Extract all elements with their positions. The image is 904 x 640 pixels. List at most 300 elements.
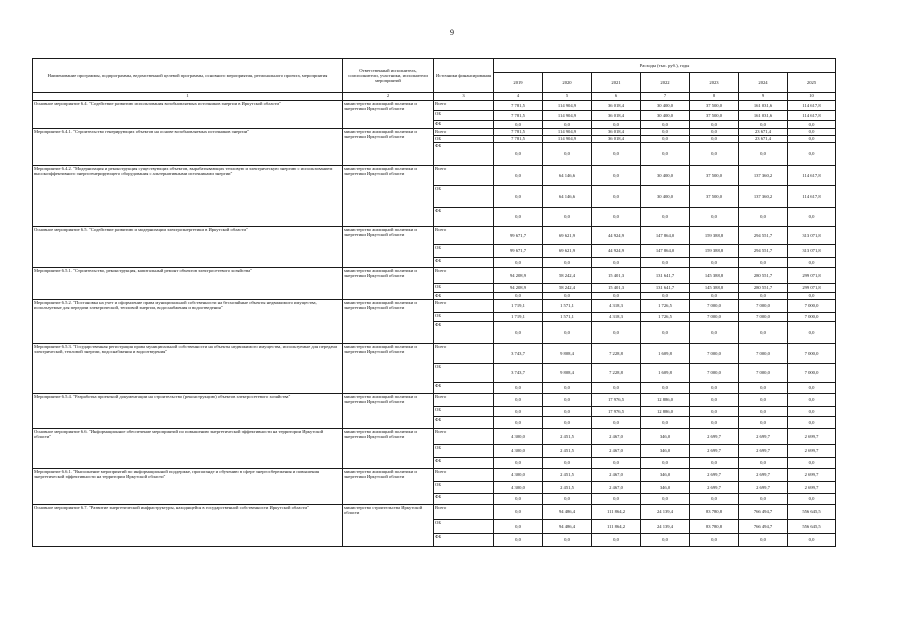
expense-value: 131 641,7 (641, 284, 690, 293)
measure-name: Мероприятие 6.5.2. "Постановка на учет и оформление права муниципальной собственности на бесхозяйные объекты недвижимого имущества, используемые для передачи электрической, тепловой энергии, водоснабжения и водоотведения" (33, 300, 343, 344)
expense-value: 94 208,9 (494, 268, 543, 284)
expense-value: 0,0 (494, 322, 543, 344)
expense-value: 0,0 (690, 293, 739, 300)
column-number: 10 (788, 93, 836, 101)
expense-value: 0,0 (690, 534, 739, 547)
expense-value: 0,0 (494, 417, 543, 429)
funding-source: Всего (434, 227, 494, 245)
expense-value: 99 671,7 (494, 227, 543, 245)
expense-value: 346,0 (641, 429, 690, 445)
expense-value: 0,0 (788, 417, 836, 429)
column-number: 2 (343, 93, 434, 101)
expense-value: 7 000,0 (690, 313, 739, 322)
expense-value: 0,0 (494, 534, 543, 547)
expense-value: 0,0 (739, 293, 788, 300)
expense-value: 2 699,7 (690, 482, 739, 494)
expense-value: 7 228,8 (592, 364, 641, 383)
expense-value: 24 139,4 (641, 505, 690, 520)
header-name: Наименование программы, подпрограммы, ведомственной целевой программы, основного мероприятия, регионального проекта, мероприятия (33, 59, 343, 93)
column-number: 4 (494, 93, 543, 101)
measure-executor: министерство жилищной политики и энергетики Иркутской области (343, 394, 434, 429)
expense-value: 36 018,4 (592, 136, 641, 143)
expense-value: 94 486,4 (543, 520, 592, 534)
expense-value: 23 671,4 (739, 129, 788, 136)
expense-value: 0,0 (690, 494, 739, 505)
expense-value: 0,0 (641, 121, 690, 129)
funding-source: Всего (434, 344, 494, 364)
expense-value: 7 000,0 (788, 364, 836, 383)
expense-value: 30 400,0 (641, 166, 690, 186)
expense-value: 0,0 (494, 458, 543, 469)
expense-value: 114 617,8 (788, 101, 836, 111)
expense-value: 4 300,0 (494, 469, 543, 482)
measure-executor: министерство жилищной политики и энергетики Иркутской области (343, 469, 434, 505)
expense-value: 44 924,9 (592, 245, 641, 258)
expense-value: 2 467,0 (592, 482, 641, 494)
funding-source: ОБ (434, 186, 494, 208)
expense-value: 0,0 (788, 394, 836, 407)
measure-executor: министерство жилищной политики и энергетики Иркутской области (343, 227, 434, 268)
expense-value: 1 719,1 (494, 300, 543, 313)
header-executor: Ответственный исполнитель, соисполнители, участники, исполнители мероприятий (343, 59, 434, 93)
expense-value: 0,0 (494, 186, 543, 208)
expense-value: 0,0 (543, 407, 592, 417)
expense-value: 7 781,5 (494, 111, 543, 121)
table-row (33, 268, 836, 284)
expense-value: 0,0 (592, 534, 641, 547)
expense-value: 1 571,1 (543, 300, 592, 313)
funding-source: Всего (434, 429, 494, 445)
expense-value: 7 000,0 (739, 344, 788, 364)
expense-value: 2 451,5 (543, 429, 592, 445)
expense-value: 17 976,5 (592, 407, 641, 417)
funding-source: Всего (434, 394, 494, 407)
measure-executor: министерство строительства Иркутской области (343, 505, 434, 547)
measure-name: Мероприятие 6.5.3. "Государственная регистрация права муниципальной собственности на объекты недвижимого имущества, используемые для передачи электрической, тепловой энергии, водоснабжения и водоотведения" (33, 344, 343, 394)
expense-value: 0,0 (641, 534, 690, 547)
funding-source: Всего (434, 268, 494, 284)
funding-source: ФБ (434, 293, 494, 300)
expense-value: 7 000,0 (739, 364, 788, 383)
expense-value: 0,0 (739, 394, 788, 407)
expense-value: 7 781,5 (494, 136, 543, 143)
expense-value: 0,0 (543, 293, 592, 300)
expense-value: 23 671,4 (739, 136, 788, 143)
expense-value: 7 781,5 (494, 101, 543, 111)
column-number: 3 (434, 93, 494, 101)
expense-value: 0,0 (788, 383, 836, 394)
expense-value: 0,0 (788, 534, 836, 547)
expense-value: 0,0 (592, 293, 641, 300)
expense-value: 2 699,7 (788, 482, 836, 494)
expense-value: 0,0 (494, 407, 543, 417)
expense-value: 145 388,8 (690, 268, 739, 284)
expense-value: 0,0 (739, 143, 788, 166)
expense-value: 0,0 (543, 258, 592, 268)
expense-value: 0,0 (641, 322, 690, 344)
measure-executor: министерство жилищной политики и энергетики Иркутской области (343, 268, 434, 300)
expense-value: 0,0 (592, 143, 641, 166)
expense-value: 2 699,7 (788, 429, 836, 445)
expense-value: 0,0 (494, 494, 543, 505)
expense-value: 36 018,4 (592, 101, 641, 111)
funding-source: ОБ (434, 364, 494, 383)
expense-value: 0,0 (788, 494, 836, 505)
expense-value: 64 146,6 (543, 186, 592, 208)
expense-value: 36 018,4 (592, 129, 641, 136)
expense-value: 1 571,1 (543, 313, 592, 322)
expense-value: 1 726,5 (641, 313, 690, 322)
funding-source: ОБ (434, 407, 494, 417)
expense-value: 44 924,9 (592, 227, 641, 245)
expense-value: 0,0 (739, 121, 788, 129)
expense-value: 30 400,0 (641, 111, 690, 121)
expense-value: 280 551,7 (739, 284, 788, 293)
funding-source: Всего (434, 101, 494, 111)
funding-source: ФБ (434, 121, 494, 129)
expense-value: 0,0 (788, 143, 836, 166)
expense-value: 0,0 (543, 534, 592, 547)
expense-value: 0,0 (543, 458, 592, 469)
funding-source: ФБ (434, 208, 494, 227)
funding-source: ОБ (434, 136, 494, 143)
expense-value: 0,0 (592, 383, 641, 394)
expense-value: 83 780,8 (690, 505, 739, 520)
header-year: 2024 (739, 73, 788, 93)
expense-value: 0,0 (788, 129, 836, 136)
table-row (33, 300, 836, 313)
expense-value: 0,0 (739, 258, 788, 268)
expense-value: 147 864,0 (641, 245, 690, 258)
funding-source: ОБ (434, 313, 494, 322)
expense-value: 0,0 (543, 417, 592, 429)
expense-value: 0,0 (641, 136, 690, 143)
expense-value: 0,0 (592, 166, 641, 186)
expense-value: 37 500,0 (690, 111, 739, 121)
expense-value: 4 318,3 (592, 300, 641, 313)
expense-value: 0,0 (494, 520, 543, 534)
expense-value: 7 000,0 (690, 300, 739, 313)
expense-value: 7 000,0 (690, 344, 739, 364)
table-row (33, 166, 836, 186)
expense-value: 58 242,4 (543, 284, 592, 293)
expense-value: 0,0 (690, 458, 739, 469)
funding-source: ОБ (434, 482, 494, 494)
table-row (33, 505, 836, 520)
measure-name: Мероприятие 6.4.2. "Модернизация и реконструкция существующих объектов, вырабатывающих тепловую и электрическую энергию с использованием высокоэффективного энергогенерирующего оборудования с альтернативными источниками энергии" (33, 166, 343, 227)
funding-source: ФБ (434, 258, 494, 268)
expense-value: 556 645,5 (788, 505, 836, 520)
expense-value: 0,0 (543, 143, 592, 166)
expense-value: 4 300,0 (494, 482, 543, 494)
expense-value: 0,0 (494, 505, 543, 520)
expense-value: 0,0 (788, 136, 836, 143)
expense-value: 313 071,8 (788, 227, 836, 245)
expense-value: 30 400,0 (641, 186, 690, 208)
expense-value: 30 400,0 (641, 101, 690, 111)
table-row (33, 129, 836, 136)
table-row (33, 469, 836, 482)
expense-value: 0,0 (739, 383, 788, 394)
measure-name: Основное мероприятие 6.5. "Содействие развитию и модернизации электроэнергетики в Иркутской области" (33, 227, 343, 268)
expense-value: 0,0 (641, 258, 690, 268)
expense-value: 0,0 (543, 383, 592, 394)
header-year: 2020 (543, 73, 592, 93)
expense-value: 313 071,8 (788, 245, 836, 258)
expense-value: 0,0 (690, 417, 739, 429)
expense-value: 114 904,9 (543, 136, 592, 143)
expense-value: 0,0 (788, 407, 836, 417)
expense-value: 0,0 (788, 322, 836, 344)
expense-value: 114 904,9 (543, 129, 592, 136)
expense-value: 299 071,8 (788, 268, 836, 284)
expense-value: 0,0 (592, 121, 641, 129)
expense-value: 58 242,4 (543, 268, 592, 284)
expense-value: 346,0 (641, 445, 690, 458)
expense-value: 2 699,7 (739, 469, 788, 482)
column-number: 5 (543, 93, 592, 101)
expense-value: 766 494,7 (739, 505, 788, 520)
funding-source: Всего (434, 300, 494, 313)
expense-value: 0,0 (739, 208, 788, 227)
funding-source: ОБ (434, 245, 494, 258)
expense-value: 69 621,9 (543, 245, 592, 258)
expense-value: 2 699,7 (690, 445, 739, 458)
expense-value: 0,0 (690, 208, 739, 227)
expense-value: 2 467,0 (592, 445, 641, 458)
expense-value: 299 071,8 (788, 284, 836, 293)
expense-value: 7 000,0 (739, 313, 788, 322)
measure-executor: министерство жилищной политики и энергетики Иркутской области (343, 101, 434, 129)
header-year: 2023 (690, 73, 739, 93)
table-row (33, 429, 836, 445)
expense-value: 2 451,5 (543, 469, 592, 482)
expense-value: 114 617,8 (788, 186, 836, 208)
expense-value: 0,0 (592, 258, 641, 268)
expense-value: 0,0 (788, 293, 836, 300)
measure-executor: министерство жилищной политики и энергетики Иркутской области (343, 429, 434, 469)
expense-value: 2 467,0 (592, 469, 641, 482)
expense-value: 0,0 (641, 417, 690, 429)
expense-value: 0,0 (739, 407, 788, 417)
expense-value: 0,0 (739, 534, 788, 547)
expense-value: 0,0 (592, 494, 641, 505)
expense-value: 2 467,0 (592, 429, 641, 445)
expense-value: 7 000,0 (788, 300, 836, 313)
expense-value: 37 500,0 (690, 101, 739, 111)
header-expenses: Расходы (тыс. руб.), годы (494, 59, 836, 73)
expense-value: 0,0 (543, 322, 592, 344)
expense-value: 161 031,6 (739, 101, 788, 111)
expense-value: 94 208,9 (494, 284, 543, 293)
measure-executor: министерство жилищной политики и энергетики Иркутской области (343, 166, 434, 227)
expense-value: 0,0 (690, 258, 739, 268)
expense-value: 12 886,0 (641, 407, 690, 417)
funding-source: ОБ (434, 445, 494, 458)
expense-value: 7 228,8 (592, 344, 641, 364)
measure-name: Основное мероприятие 6.6. "Информационное обеспечение мероприятий по повышению энергетической эффективности на территории Иркутской области" (33, 429, 343, 469)
expense-value: 0,0 (494, 208, 543, 227)
expense-value: 114 904,9 (543, 111, 592, 121)
expense-value: 294 551,7 (739, 227, 788, 245)
expense-value: 7 000,0 (788, 344, 836, 364)
funding-source: ОБ (434, 111, 494, 121)
expense-value: 17 976,5 (592, 394, 641, 407)
expense-value: 137 360,2 (739, 186, 788, 208)
expense-value: 0,0 (543, 121, 592, 129)
expense-value: 0,0 (494, 143, 543, 166)
expense-value: 9 808,4 (543, 344, 592, 364)
expense-value: 15 401,3 (592, 268, 641, 284)
expense-value: 0,0 (592, 208, 641, 227)
expense-value: 2 699,7 (739, 482, 788, 494)
funding-source: Всего (434, 469, 494, 482)
expense-value: 0,0 (641, 293, 690, 300)
expense-value: 0,0 (739, 322, 788, 344)
budget-table (32, 58, 836, 547)
expense-value: 9 808,4 (543, 364, 592, 383)
expense-value: 280 551,7 (739, 268, 788, 284)
page-number: 9 (450, 28, 454, 37)
expense-value: 94 486,4 (543, 505, 592, 520)
expense-value: 766 494,7 (739, 520, 788, 534)
column-number: 6 (592, 93, 641, 101)
expense-value: 147 864,0 (641, 227, 690, 245)
expense-value: 0,0 (641, 458, 690, 469)
expense-value: 0,0 (543, 394, 592, 407)
measure-name: Основное мероприятие 6.7. "Развитие энергетической инфраструктуры, находящейся в государственной собственности Иркутской области" (33, 505, 343, 547)
expense-value: 7 781,5 (494, 129, 543, 136)
expense-value: 0,0 (494, 121, 543, 129)
expense-value: 0,0 (690, 322, 739, 344)
measure-name: Мероприятие 6.6.1. "Выполнение мероприятий по информационной поддержке, пропаганде и обучению в сфере энергосбережения и повышения энергетической эффективности на территории Иркутской области" (33, 469, 343, 505)
expense-value: 1 609,8 (641, 344, 690, 364)
funding-source: ФБ (434, 143, 494, 166)
header-year: 2021 (592, 73, 641, 93)
expense-value: 0,0 (641, 383, 690, 394)
expense-value: 1 726,5 (641, 300, 690, 313)
expense-value: 0,0 (494, 293, 543, 300)
expense-value: 15 401,3 (592, 284, 641, 293)
expense-value: 4 300,0 (494, 445, 543, 458)
header-year: 2019 (494, 73, 543, 93)
table-row (33, 227, 836, 245)
expense-value: 0,0 (739, 458, 788, 469)
expense-value: 64 146,6 (543, 166, 592, 186)
expense-value: 159 388,8 (690, 227, 739, 245)
expense-value: 0,0 (592, 322, 641, 344)
funding-source: Всего (434, 129, 494, 136)
expense-value: 2 451,5 (543, 482, 592, 494)
expense-value: 4 318,3 (592, 313, 641, 322)
expense-value: 2 699,7 (788, 445, 836, 458)
expense-value: 3 743,7 (494, 364, 543, 383)
expense-value: 0,0 (690, 394, 739, 407)
table-row (33, 344, 836, 364)
funding-source: ФБ (434, 417, 494, 429)
expense-value: 0,0 (543, 208, 592, 227)
expense-value: 2 699,7 (690, 429, 739, 445)
expense-value: 0,0 (592, 458, 641, 469)
expense-value: 114 904,9 (543, 101, 592, 111)
funding-source: ФБ (434, 322, 494, 344)
expense-value: 12 886,0 (641, 394, 690, 407)
measure-name: Основное мероприятие 6.4. "Содействие развитию использования возобновляемых источников энергии в Иркутской области" (33, 101, 343, 129)
expense-value: 1 609,8 (641, 364, 690, 383)
expense-value: 0,0 (641, 494, 690, 505)
expense-value: 0,0 (690, 136, 739, 143)
expense-value: 99 671,7 (494, 245, 543, 258)
expense-value: 2 699,7 (739, 445, 788, 458)
expense-value: 0,0 (494, 166, 543, 186)
expense-value: 36 018,4 (592, 111, 641, 121)
expense-value: 2 699,7 (690, 469, 739, 482)
expense-value: 111 864,2 (592, 520, 641, 534)
expense-value: 37 500,0 (690, 166, 739, 186)
expense-value: 0,0 (690, 143, 739, 166)
funding-source: ОБ (434, 284, 494, 293)
expense-value: 0,0 (739, 494, 788, 505)
expense-value: 0,0 (641, 143, 690, 166)
expense-value: 0,0 (690, 383, 739, 394)
expense-value: 137 360,2 (739, 166, 788, 186)
expense-value: 3 743,7 (494, 344, 543, 364)
header-source: Источники финансирования (434, 59, 494, 93)
funding-source: ОБ (434, 520, 494, 534)
measure-executor: министерство жилищной политики и энергетики Иркутской области (343, 300, 434, 344)
column-number: 1 (33, 93, 343, 101)
expense-value: 114 617,8 (788, 166, 836, 186)
funding-source: ФБ (434, 458, 494, 469)
expense-value: 0,0 (690, 129, 739, 136)
funding-source: Всего (434, 505, 494, 520)
expense-value: 0,0 (788, 121, 836, 129)
expense-value: 0,0 (641, 208, 690, 227)
expense-value: 1 719,1 (494, 313, 543, 322)
expense-value: 0,0 (494, 383, 543, 394)
expense-value: 2 699,7 (788, 469, 836, 482)
expense-value: 0,0 (494, 258, 543, 268)
expense-value: 346,0 (641, 469, 690, 482)
expense-value: 0,0 (690, 121, 739, 129)
expense-value: 0,0 (592, 417, 641, 429)
expense-value: 131 641,7 (641, 268, 690, 284)
expense-value: 0,0 (543, 494, 592, 505)
expense-value: 0,0 (739, 417, 788, 429)
expense-value: 7 000,0 (739, 300, 788, 313)
expense-value: 0,0 (788, 208, 836, 227)
measure-executor: министерство жилищной политики и энергетики Иркутской области (343, 344, 434, 394)
measure-name: Мероприятие 6.5.4. "Разработка проектной документации на строительство (реконструкцию) объектов электросетевого хозяйства" (33, 394, 343, 429)
funding-source: ФБ (434, 383, 494, 394)
expense-value: 159 388,8 (690, 245, 739, 258)
expense-value: 83 780,8 (690, 520, 739, 534)
funding-source: Всего (434, 166, 494, 186)
table-row (33, 101, 836, 111)
table-row (33, 394, 836, 407)
expense-value: 145 388,8 (690, 284, 739, 293)
expense-value: 7 000,0 (788, 313, 836, 322)
expense-value: 556 645,5 (788, 520, 836, 534)
funding-source: ФБ (434, 494, 494, 505)
column-number: 8 (690, 93, 739, 101)
header-year: 2022 (641, 73, 690, 93)
measure-name: Мероприятие 6.5.1. "Строительство, реконструкция, капитальный ремонт объектов электросетевого хозяйства" (33, 268, 343, 300)
expense-value: 69 621,9 (543, 227, 592, 245)
measure-name: Мероприятие 6.4.1. "Строительство генерирующих объектов на основе возобновляемых источников энергии" (33, 129, 343, 166)
expense-value: 0,0 (788, 258, 836, 268)
expense-value: 2 699,7 (739, 429, 788, 445)
